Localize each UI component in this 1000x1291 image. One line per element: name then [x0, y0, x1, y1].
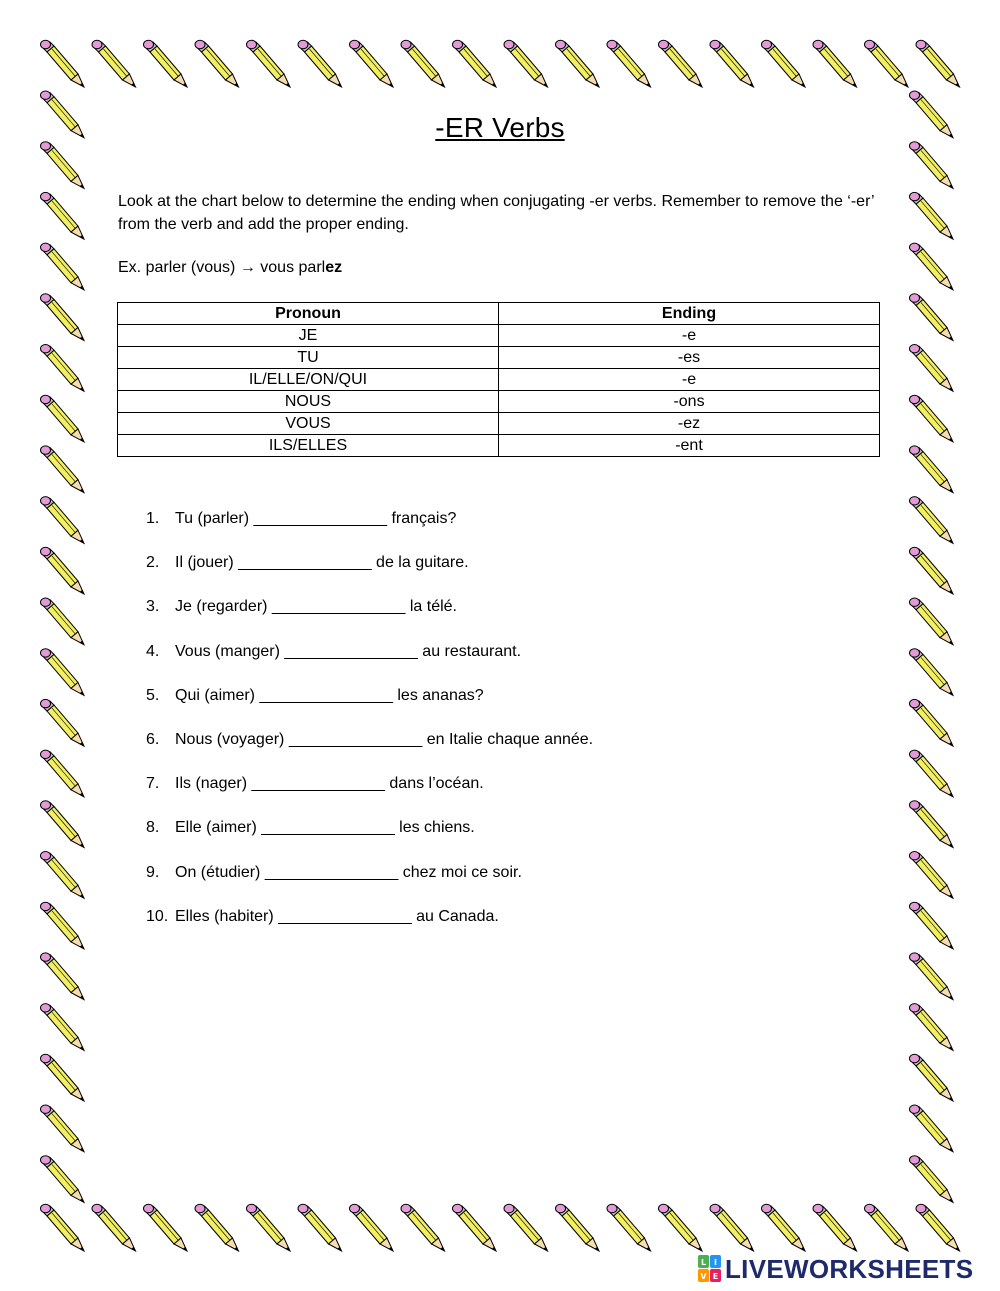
pencil-icon — [910, 953, 954, 1000]
example-prefix: Ex. parler (vous) — [118, 259, 236, 276]
pencil-icon — [41, 902, 85, 949]
exercise-text: Elle (aimer) _______________ les chiens. — [175, 819, 475, 837]
ending-cell: -e — [499, 369, 880, 391]
pencil-icon — [813, 1204, 857, 1251]
pencil-icon — [607, 1204, 651, 1251]
pencil-icon — [41, 142, 85, 189]
exercise-item[interactable] — [146, 771, 846, 815]
pencil-icon — [762, 40, 806, 87]
pencil-icon — [144, 1204, 188, 1251]
conjugation-chart — [117, 302, 880, 457]
pencil-icon — [41, 345, 85, 392]
ending-cell: -ons — [499, 391, 880, 413]
pencil-icon — [910, 446, 954, 493]
pencil-icon — [41, 1105, 85, 1152]
liveworksheets-logo-icon — [698, 1255, 722, 1283]
pencil-icon — [910, 1004, 954, 1051]
exercise-item[interactable] — [146, 904, 846, 948]
pencil-icon — [556, 40, 600, 87]
pencil-icon — [41, 243, 85, 290]
pencil-icon — [910, 598, 954, 645]
pencil-icon — [195, 40, 239, 87]
exercise-item[interactable] — [146, 815, 846, 859]
chart-row — [118, 435, 880, 457]
pencil-icon — [41, 547, 85, 594]
exercise-text: Je (regarder) _______________ la télé. — [175, 598, 457, 616]
pencil-icon — [910, 852, 954, 899]
exercise-number: 2. — [146, 554, 160, 572]
pencil-icon — [350, 40, 394, 87]
pencil-icon — [247, 1204, 291, 1251]
exercise-item[interactable] — [146, 860, 846, 904]
svg-text:L: L — [700, 1258, 707, 1267]
pencil-icon — [298, 1204, 342, 1251]
exercise-number: 10. — [146, 907, 169, 925]
ending-header: Ending — [499, 303, 880, 325]
exercise-number: 9. — [146, 863, 160, 881]
pencil-icon — [92, 40, 136, 87]
example-result: vous parl — [260, 259, 326, 276]
svg-text:V: V — [700, 1272, 707, 1281]
pencil-icon — [350, 1204, 394, 1251]
exercise-number: 4. — [146, 642, 160, 660]
pencil-icon — [41, 801, 85, 848]
pencil-icon — [41, 953, 85, 1000]
pencil-icon — [41, 598, 85, 645]
pencil-icon — [92, 1204, 136, 1251]
pronoun-cell: IL/ELLE/ON/QUI — [118, 369, 499, 391]
pencil-icon — [910, 1156, 954, 1203]
pencil-icon — [762, 1204, 806, 1251]
exercise-item[interactable] — [146, 550, 846, 594]
pencil-icon — [910, 649, 954, 696]
chart-row — [118, 347, 880, 369]
pencil-icon — [504, 1204, 548, 1251]
pronoun-header: Pronoun — [118, 303, 499, 325]
pencil-icon — [910, 395, 954, 442]
exercise-item[interactable] — [146, 639, 846, 683]
pronoun-cell: NOUS — [118, 391, 499, 413]
pencil-icon — [504, 40, 548, 87]
pencil-icon — [41, 446, 85, 493]
exercise-text: Elles (habiter) _______________ au Canada. — [175, 907, 499, 925]
pencil-icon — [41, 852, 85, 899]
pencil-icon — [865, 40, 909, 87]
exercise-item[interactable] — [146, 683, 846, 727]
ending-cell: -ent — [499, 435, 880, 457]
exercise-text: Il (jouer) _______________ de la guitare. — [175, 554, 469, 572]
pencil-icon — [607, 40, 651, 87]
pronoun-cell: JE — [118, 325, 499, 347]
chart-header-row — [118, 303, 880, 325]
exercise-number: 5. — [146, 686, 160, 704]
pencil-icon — [195, 1204, 239, 1251]
exercise-number: 6. — [146, 730, 160, 748]
exercise-list — [146, 506, 846, 948]
example-line — [118, 257, 342, 279]
pencil-icon — [144, 40, 188, 87]
exercise-text: Tu (parler) _______________ français? — [175, 510, 457, 527]
exercise-text: Nous (voyager) _______________ en Italie chaque année. — [175, 730, 594, 748]
pencil-icon — [41, 750, 85, 797]
pencil-icon — [556, 1204, 600, 1251]
pencil-icon — [813, 40, 857, 87]
pencil-icon — [401, 40, 445, 87]
exercise-text: Ils (nager) _______________ dans l’océan. — [175, 775, 484, 793]
pencil-icon — [41, 395, 85, 442]
exercise-number: 8. — [146, 819, 160, 837]
pencil-icon — [910, 142, 954, 189]
pencil-icon — [910, 902, 954, 949]
pencil-icon — [453, 1204, 497, 1251]
pronoun-cell: VOUS — [118, 413, 499, 435]
pencil-icon — [910, 750, 954, 797]
pencil-icon — [910, 294, 954, 341]
ending-cell: -es — [499, 347, 880, 369]
ending-cell: -e — [499, 325, 880, 347]
pencil-icon — [41, 294, 85, 341]
example-ending: ez — [325, 259, 343, 276]
pencil-icon — [41, 649, 85, 696]
pencil-icon — [247, 40, 291, 87]
pencil-icon — [910, 801, 954, 848]
brand-text: LIVEWORKSHEETS — [725, 1253, 974, 1284]
pencil-icon — [910, 345, 954, 392]
pencil-icon — [865, 1204, 909, 1251]
instructions-text: Look at the chart below to determine the ending when conjugating -er verbs. Remember to remove the ‘-er’ from the verb and add the proper ending. — [118, 193, 874, 233]
pencil-icon — [298, 40, 342, 87]
pencil-icon — [910, 1105, 954, 1152]
exercise-text: On (étudier) _______________ chez moi ce soir. — [175, 863, 522, 881]
pencil-icon — [41, 1204, 85, 1251]
pencil-icon — [910, 1054, 954, 1101]
pencil-icon — [910, 699, 954, 746]
pencil-icon — [710, 40, 754, 87]
pencil-icon — [41, 192, 85, 239]
exercise-number: 3. — [146, 598, 160, 616]
exercise-number: 1. — [146, 510, 160, 527]
chart-row — [118, 413, 880, 435]
pencil-icon — [41, 699, 85, 746]
pencil-icon — [910, 547, 954, 594]
pencil-icon — [401, 1204, 445, 1251]
pencil-icon — [41, 1156, 85, 1203]
exercise-number: 7. — [146, 775, 160, 793]
pronoun-cell: ILS/ELLES — [118, 435, 499, 457]
pencil-icon — [916, 1204, 960, 1251]
pencil-icon — [659, 40, 703, 87]
chart-row — [118, 391, 880, 413]
arrow-icon: → — [239, 259, 256, 276]
svg-text:I: I — [714, 1258, 717, 1267]
exercise-item[interactable] — [146, 506, 846, 550]
exercise-item[interactable] — [146, 594, 846, 638]
pencil-icon — [710, 1204, 754, 1251]
exercise-text: Qui (aimer) _______________ les ananas? — [175, 686, 484, 704]
liveworksheets-brand[interactable] — [698, 1252, 973, 1286]
pencil-icon — [41, 1004, 85, 1051]
pencil-icon — [659, 1204, 703, 1251]
pencil-icon — [41, 40, 85, 87]
ending-cell: -ez — [499, 413, 880, 435]
pencil-icon — [910, 192, 954, 239]
exercise-text: Vous (manger) _______________ au restaurant. — [175, 642, 522, 660]
worksheet-title: -ER Verbs — [435, 112, 565, 143]
pronoun-cell: TU — [118, 347, 499, 369]
pencil-icon — [916, 40, 960, 87]
pencil-icon — [41, 1054, 85, 1101]
chart-row — [118, 325, 880, 347]
svg-text:E: E — [712, 1272, 719, 1281]
pencil-icon — [910, 243, 954, 290]
chart-row — [118, 369, 880, 391]
pencil-icon — [41, 497, 85, 544]
exercise-item[interactable] — [146, 727, 846, 771]
pencil-icon — [453, 40, 497, 87]
pencil-icon — [910, 497, 954, 544]
